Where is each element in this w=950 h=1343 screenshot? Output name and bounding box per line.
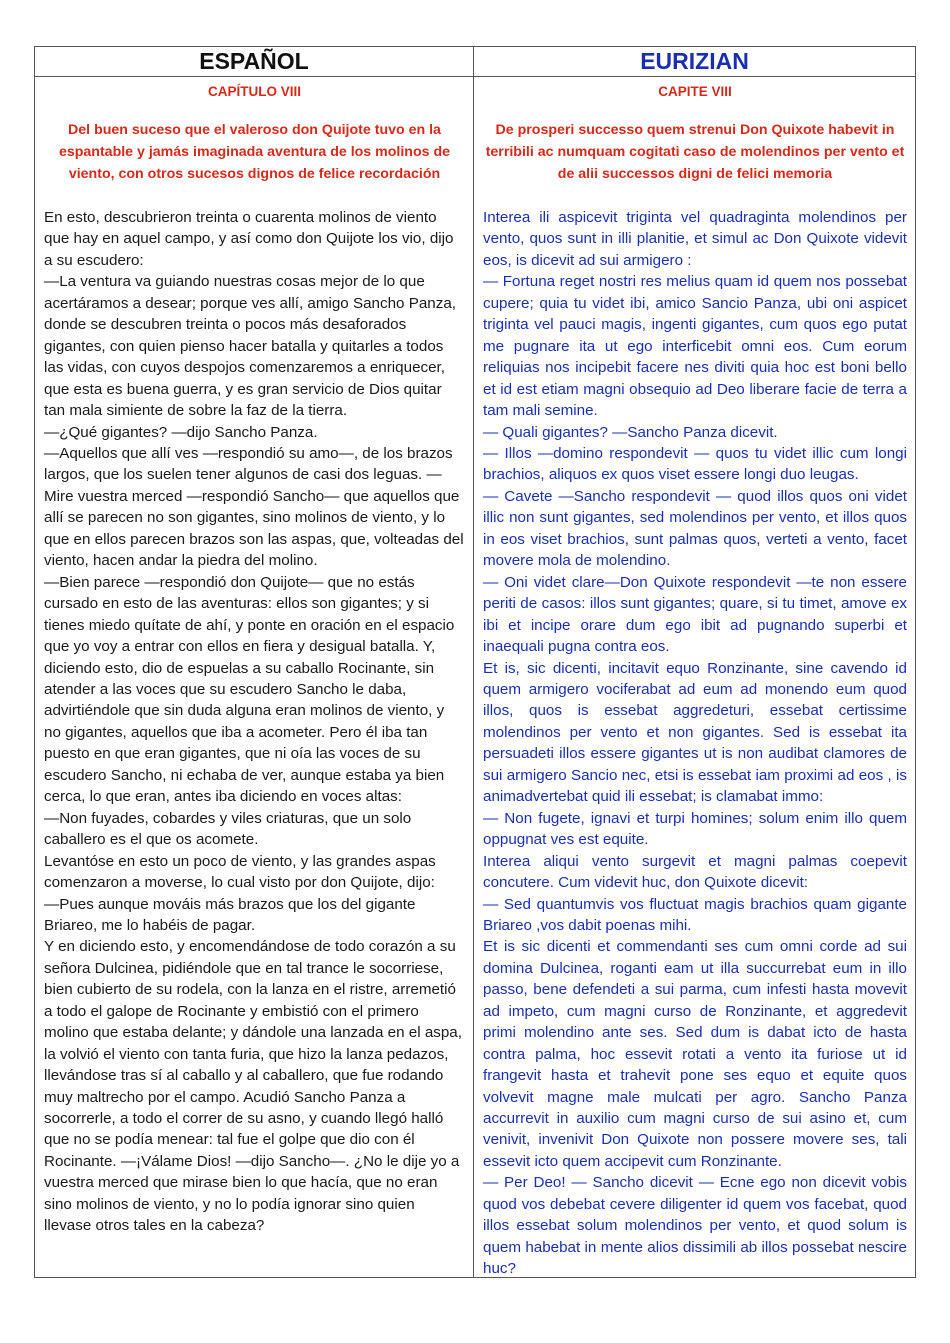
spanish-paragraph: —¿Qué gigantes? —dijo Sancho Panza. — [44, 423, 318, 441]
eurizian-paragraph: Interea ili aspicevit triginta vel quadraginta molendinos per vento, quos sunt in illi planitie, et simul ac Don Quixote videvit eos, is dicevit ad sui armigero : — [483, 209, 907, 269]
eurizian-paragraph: Et is sic dicenti et commendanti ses cum omni corde ad sui domina Dulcinea, roganti eam ut illa succurrebat eum in illo passo, bene defendeti a sui parma, cum infesti hasta movevit ad impeto, cum magni curso de Ronzinante, et aggredevit primi molendino ante ses. Sed dum is dabat icto de hasta contra palma, hoc essevit rotati a vento ita furiose ut id frangevit hasta et trahevit pone ses equo et equite quos volvevit magne male mulcati per agro. Sancho Panza accurrevit in auxilio cum magni curso de sui asino et, cum venivit, invenivit Don Quixote non possere movere ses, tali essevit icto quem accipevit cum Ronzinante. — [483, 938, 907, 1170]
spanish-paragraph: —La ventura va guiando nuestras cosas mejor de lo que acertáramos a desear; porque ves allí, amigo Sancho Panza, donde se descubren treinta o pocos más desaforados gigantes, con quien pienso hacer batalla y quitarles a todos las vidas, con cuyos despojos comenzaremos a enriquecer, que esta es buena guerra, y es gran servicio de Dios quitar tan mala simiente de sobre la faz de la tierra. — [44, 273, 456, 420]
spanish-paragraph: —Bien parece —respondió don Quijote— que no estás cursado en esto de las aventuras: ellos son gigantes; y si tienes miedo quítate de ahí, y ponte en oración en el espacio que yo voy a entrar con ellos en fiera y desigual batalla. Y, diciendo esto, dio de espuelas a su caballo Rocinante, sin atender a las voces que su escudero Sancho le daba, advirtiéndole que sin duda alguna eran molinos de viento, y no gigantes, aquellos que iba a acometer. Pero él iba tan puesto en que eran gigantes, que ni oía las voces de su escudero Sancho, ni echaba de ver, aunque estaba ya bien cerca, lo que eran, antes iba diciendo en voces altas: — [44, 573, 455, 806]
eurizian-paragraph: — Quali gigantes? —Sancho Panza dicevit. — [483, 423, 778, 441]
eurizian-paragraph: — Illos —domino respondevit — quos tu videt illic cum longi brachios, aliquos ex quos viset essere longi duo leugas. — [483, 444, 907, 484]
spanish-paragraph: —Aquellos que allí ves —respondió su amo—, de los brazos largos, que los suelen tener algunos de casi dos leguas. —Mire vuestra merced —respondió Sancho— que aquellos que allí se parecen no son gigantes, sino molinos de viento, y lo que en ellos parecen brazos son las aspas, que, volteadas del viento, hacen andar la piedra del molino. — [44, 444, 464, 570]
spanish-paragraph: Levantóse en esto un poco de viento, y las grandes aspas comenzaron a moverse, lo cual visto por don Quijote, dijo: — [44, 852, 436, 892]
spanish-paragraph: —Pues aunque mováis más brazos que los del gigante Briareo, me lo habéis de pagar. — [44, 895, 416, 934]
spanish-paragraph: —Non fuyades, cobardes y viles criaturas, que un solo caballero es el que os acomete. — [44, 809, 412, 849]
spanish-column — [35, 77, 474, 1277]
spanish-paragraph: En esto, descubrieron treinta o cuarenta molinos de viento que hay en aquel campo, y así como don Quijote los vio, dijo a su escudero: — [44, 209, 454, 269]
eurizian-paragraph: — Sed quantumvis vos fluctuat magis brachios quam gigante Briareo ,vos dabit poenas mihi. — [483, 895, 907, 934]
eurizian-paragraph: Interea aliqui vento surgevit et magni palmas coepevit concutere. Cum videvit huc, don Quixote dicevit: — [483, 852, 907, 892]
spanish-chapter-title: CAPÍTULO VIII — [207, 84, 301, 99]
bilingual-table — [34, 46, 916, 1278]
eurizian-paragraph: — Per Deo! — Sancho dicevit — Ecne ego non dicevit vobis quod vos debebat cevere diligenter id quem vos facebat, quod illos essebat solum molendinos per vento, et quod solum is quem habebat in mente alios dissimili ab illos possebat nescire huc? — [483, 1174, 907, 1277]
eurizian-paragraph: — Fortuna reget nostri res melius quam id quem nos possebat cupere; quia tu videt ibi, amico Sancio Panza, ubi oni aspicet triginta vel pauci magis, ingenti gigantes, cum quos ego putat me pugnare ita ut ego interficebit omni eos. Cum eorum reliquias nos incipebit facere nes diviti quia hoc est boni bello et id est etiam magni obsequio ad Deo liberare facie de terra a tam mali semine. — [483, 273, 907, 420]
eurizian-column — [474, 77, 915, 1277]
spanish-paragraph: Y en diciendo esto, y encomendándose de todo corazón a su señora Dulcinea, pidiéndole que en tal trance le socorriese, bien cubierto de su rodela, con la lanza en el ristre, arremetió a todo el galope de Rocinante y embistió con el primero molino que estaba delante; y dándole una lanzada en el aspa, la volvió el viento con tanta furia, que hizo la lanza pedazos, llevándose tras sí al caballo y al caballero, que fue rodando muy maltrecho por el campo. Acudió Sancho Panza a socorrerle, a todo el correr de su asno, y cuando llegó halló que no se podía menear: tal fue el golpe que dio con él Rocinante. —¡Válame Dios! —dijo Sancho—. ¿No le dije yo a vuestra merced que mirase bien lo que hacía, que no eran sino molinos de viento, y no lo podía ignorar sino quien llevase otros tales en la cabeza? — [44, 938, 462, 1235]
eurizian-paragraph: — Cavete —Sancho respondevit — quod illos quos oni videt illic non sunt gigantes, sed molendinos per vento, et illos quos in eos viset brachios, sunt palmas quos, verteti a vento, facet movere mola de molendino. — [483, 487, 907, 570]
header-espanol: ESPAÑOL — [35, 47, 474, 77]
spanish-chapter-subtitle: Del buen suceso que el valeroso don Quijote tuvo en la espantable y jamás imaginada aventura de los molinos de viento, con otros sucesos dignos de felice recordación — [58, 122, 451, 182]
eurizian-paragraph: — Non fugete, ignavi et turpi homines; solum enim illo quem oppugnat ves est equite. — [483, 809, 907, 849]
eurizian-paragraph: Et is, sic dicenti, incitavit equo Ronzinante, sine cavendo id quem armigero vociferabat ad eum ad monendo eum quod illos, quos is essebat aggredeturi, essebat certissime molendinos per vento et non gigantes. Sed is essebat ita persuadeti illos essere gigantes ut is non audibat clamores de sui armigero Sancio nec, etsi is essebat iam proximi ad eos , is animadvertebat quid ili essebat; is clamabat immo: — [483, 659, 907, 806]
eurizian-chapter-title: CAPITE VIII — [658, 84, 732, 99]
header-eurizian: EURIZIAN — [474, 47, 915, 77]
eurizian-paragraph: — Oni videt clare—Don Quixote respondevit —te non essere periti de casos: illos sunt gigantes; quare, si tu timet, amove ex ibi et incipe orare dum ego ibit ad pugnando superbi et inaequali pugna contra eos. — [483, 573, 907, 656]
eurizian-chapter-subtitle: De prosperi successo quem strenui Don Quixote habevit in terribili ac numquam cogitati caso de molendinos per vento et de alii successos digni de felici memoria — [485, 122, 905, 182]
